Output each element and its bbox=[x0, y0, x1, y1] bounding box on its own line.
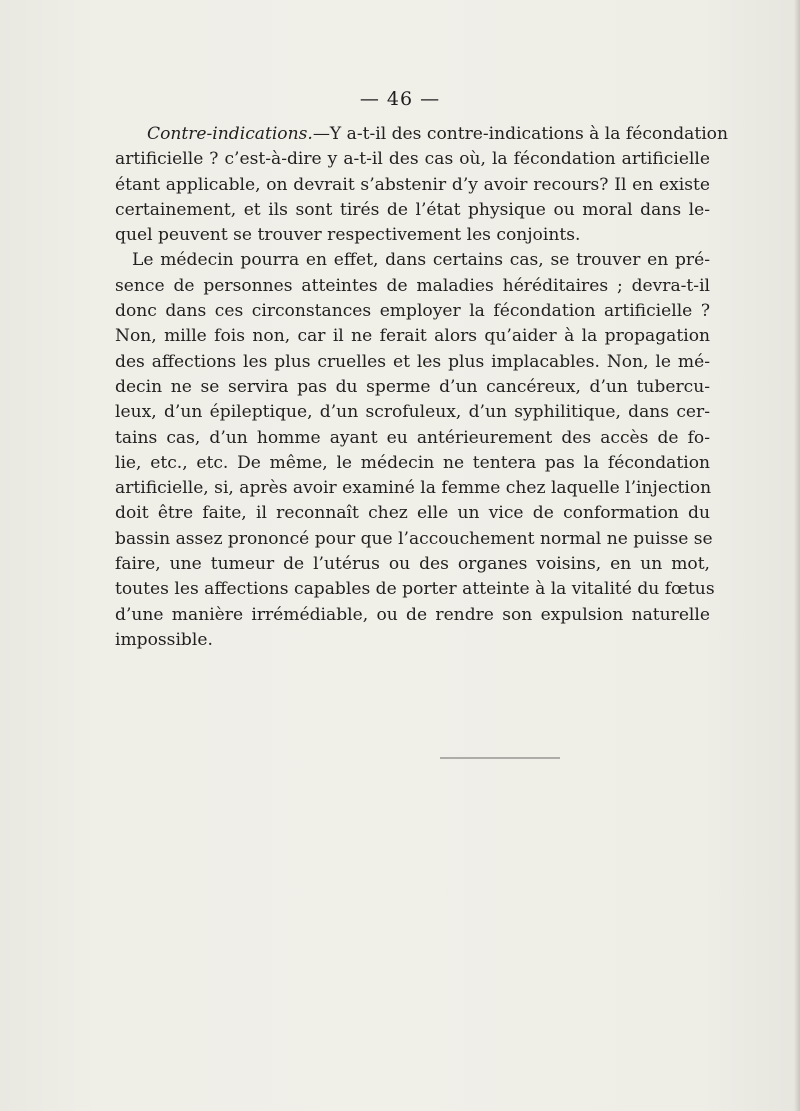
text-line: decin ne se servira pas du sperme d’un cancéreux, d’un tubercu- bbox=[115, 376, 710, 397]
text-line: impossible. bbox=[115, 629, 213, 650]
text-line: certainement, et ils sont tirés de l’état physique ou moral dans le- bbox=[115, 199, 710, 220]
text-line-content: —Y a-t-il des contre-indications à la fécondation bbox=[312, 124, 728, 144]
text-line: faire, une tumeur de l’utérus ou des organes voisins, en un mot, bbox=[115, 554, 710, 575]
text-line: Le médecin pourra en effet, dans certains cas, se trouver en pré- bbox=[132, 250, 710, 271]
text-line: Non, mille fois non, car il ne ferait alors qu’aider à la propagation bbox=[115, 326, 710, 347]
text-line: tains cas, d’un homme ayant eu antérieurement des accès de fo- bbox=[115, 427, 710, 448]
text-line: sence de personnes atteintes de maladies héréditaires ; devra-t-il bbox=[115, 275, 710, 296]
body-text bbox=[115, 122, 728, 653]
page-number: — 46 — bbox=[359, 88, 441, 110]
text-line: toutes les affections capables de porter atteinte à la vitalité du fœtus bbox=[115, 579, 715, 600]
text-line: bassin assez prononcé pour que l’accouchement normal ne puisse se bbox=[115, 528, 713, 549]
text-line: lie, etc., etc. De même, le médecin ne tentera pas la fécondation bbox=[115, 452, 710, 473]
text-line: artificielle ? c’est-à-dire y a-t-il des cas où, la fécondation artificielle bbox=[115, 149, 710, 170]
text-line: donc dans ces circonstances employer la fécondation artificielle ? bbox=[115, 301, 710, 322]
text-line: quel peuvent se trouver respectivement les conjoints. bbox=[115, 225, 581, 246]
text-line bbox=[115, 122, 728, 147]
text-line: étant applicable, on devrait s’abstenir d’y avoir recours? Il en existe bbox=[115, 174, 710, 195]
text-line: des affections les plus cruelles et les plus implacables. Non, le mé- bbox=[115, 351, 710, 372]
text-line: leux, d’un épileptique, d’un scrofuleux, d’un syphilitique, dans cer- bbox=[115, 402, 710, 423]
text-line: artificielle, si, après avoir examiné la femme chez laquelle l’injection bbox=[115, 478, 712, 499]
text-line: doit être faite, il reconnaît chez elle un vice de conformation du bbox=[115, 503, 710, 524]
bleed-through-rule bbox=[440, 757, 560, 759]
section-heading: Contre-indications. bbox=[147, 124, 313, 144]
page-edge-shadow bbox=[794, 0, 800, 1111]
text-line: d’une manière irrémédiable, ou de rendre son expulsion naturelle bbox=[115, 604, 710, 625]
